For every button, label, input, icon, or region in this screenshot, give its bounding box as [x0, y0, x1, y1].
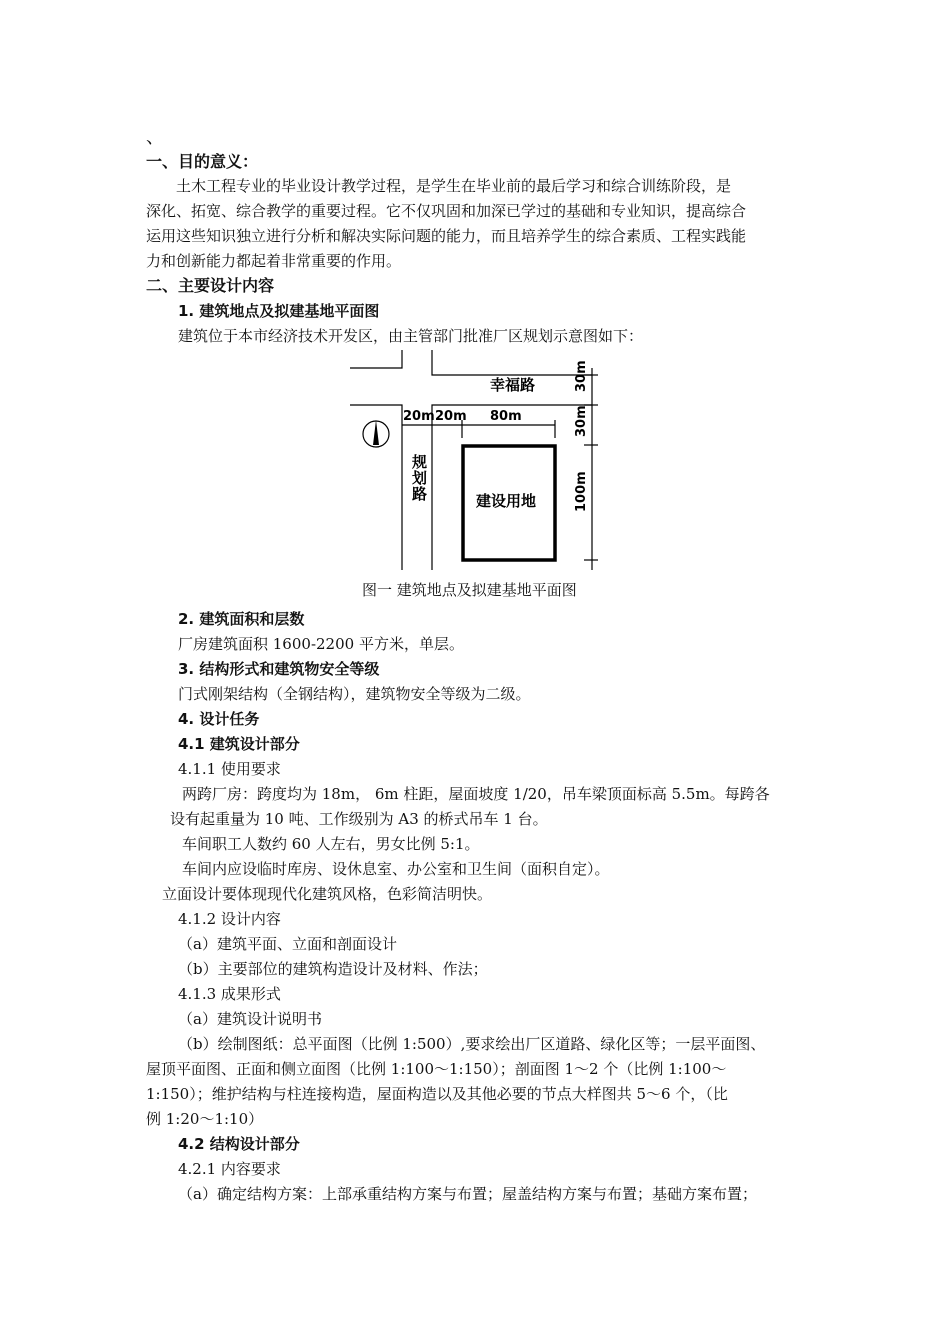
requirement-line: 车间职工人数约 60 人左右，男女比例 5:1。 [182, 835, 480, 853]
dimension-label: 20m [403, 409, 435, 424]
requirement-line: 车间内应设临时库房、设休息室、办公室和卫生间（面积自定）。 [182, 860, 610, 878]
item2-heading: 2. 建筑面积和层数 [178, 610, 305, 628]
result-line: 1:150）；维护结构与柱连接构造，屋面构造以及其他必要的节点大样图共 5～6 个，（比 [146, 1085, 728, 1103]
dimension-label: 30m [574, 360, 589, 392]
item4-heading: 4. 设计任务 [178, 710, 260, 728]
item3-heading: 3. 结构形式和建筑物安全等级 [178, 660, 380, 678]
dimension-label: 20m [435, 409, 467, 424]
dimension-label: 30m [574, 405, 589, 437]
section2-heading: 二、主要设计内容 [146, 276, 275, 295]
road-label-left: 规 [412, 453, 428, 471]
subsection-4-2-1: 4.2.1 内容要求 [178, 1160, 281, 1178]
item1-text: 建筑位于本市经济技术开发区，由主管部门批准厂区规划示意图如下： [178, 327, 644, 345]
design-item: （b）主要部位的建筑构造设计及材料、作法； [178, 960, 488, 978]
road-edge-line [350, 350, 402, 368]
result-line: （b）绘制图纸：总平面图（比例 1:500）,要求绘出厂区道路、绿化区等；一层平面图、 [178, 1035, 766, 1053]
item1-heading: 1. 建筑地点及拟建基地平面图 [178, 302, 380, 320]
section1-paragraph [146, 174, 746, 274]
result-line: 屋顶平面图、正面和侧立面图（比例 1:100～1:150）；剖面图 1～2 个（比例 1:100～ [146, 1060, 727, 1078]
road-edge-line [432, 350, 592, 375]
structure-item: （a）确定结构方案：上部承重结构方案与布置；屋盖结构方案与布置；基础方案布置； [178, 1185, 757, 1203]
dimension-label: 80m [490, 409, 522, 424]
road-label-left: 路 [412, 485, 428, 503]
result-item: （a）建筑设计说明书 [178, 1010, 322, 1028]
paragraph-line: 深化、拓宽、综合教学的重要过程。它不仅巩固和加深已学过的基础和专业知识，提高综合 [146, 202, 747, 220]
paragraph-line: 力和创新能力都起着非常重要的作用。 [146, 252, 402, 270]
subsection-4-1-3: 4.1.3 成果形式 [178, 985, 281, 1003]
road-label-top: 幸福路 [490, 376, 536, 394]
road-label-left: 划 [412, 469, 428, 487]
subsection-4-2: 4.2 结构设计部分 [178, 1135, 300, 1153]
paragraph-line: 土木工程专业的毕业设计教学过程，是学生在毕业前的最后学习和综合训练阶段，是 [176, 177, 732, 195]
site-label: 建设用地 [476, 492, 537, 510]
requirement-line: 立面设计要体现现代化建筑风格，色彩简洁明快。 [162, 885, 493, 903]
subsection-4-1-2: 4.1.2 设计内容 [178, 910, 281, 928]
subsection-4-1: 4.1 建筑设计部分 [178, 735, 300, 753]
item2-text: 厂房建筑面积 1600-2200 平方米，单层。 [178, 635, 464, 653]
subsection-4-1-1: 4.1.1 使用要求 [178, 760, 281, 778]
requirement-line: 设有起重量为 10 吨、工作级别为 A3 的桥式吊车 1 台。 [170, 810, 548, 828]
figure-caption: 图一 建筑地点及拟建基地平面图 [362, 581, 577, 599]
top-mark: 、 [146, 127, 164, 148]
result-line: 例 1:20～1:10） [146, 1110, 264, 1128]
section1-heading: 一、目的意义： [146, 152, 259, 171]
paragraph-line: 运用这些知识独立进行分析和解决实际问题的能力，而且培养学生的综合素质、工程实践能 [146, 227, 747, 245]
requirement-line: 两跨厂房：跨度均为 18m， 6m 柱距，屋面坡度 1/20，吊车梁顶面标高 5.5m。每跨各 [182, 785, 770, 803]
design-item: （a）建筑平面、立面和剖面设计 [178, 935, 397, 953]
item3-text: 门式刚架结构（全钢结构），建筑物安全等级为二级。 [178, 685, 531, 703]
road-edge-line [432, 405, 592, 570]
site-plan-figure [340, 350, 610, 576]
dimension-label: 100m [574, 471, 589, 512]
